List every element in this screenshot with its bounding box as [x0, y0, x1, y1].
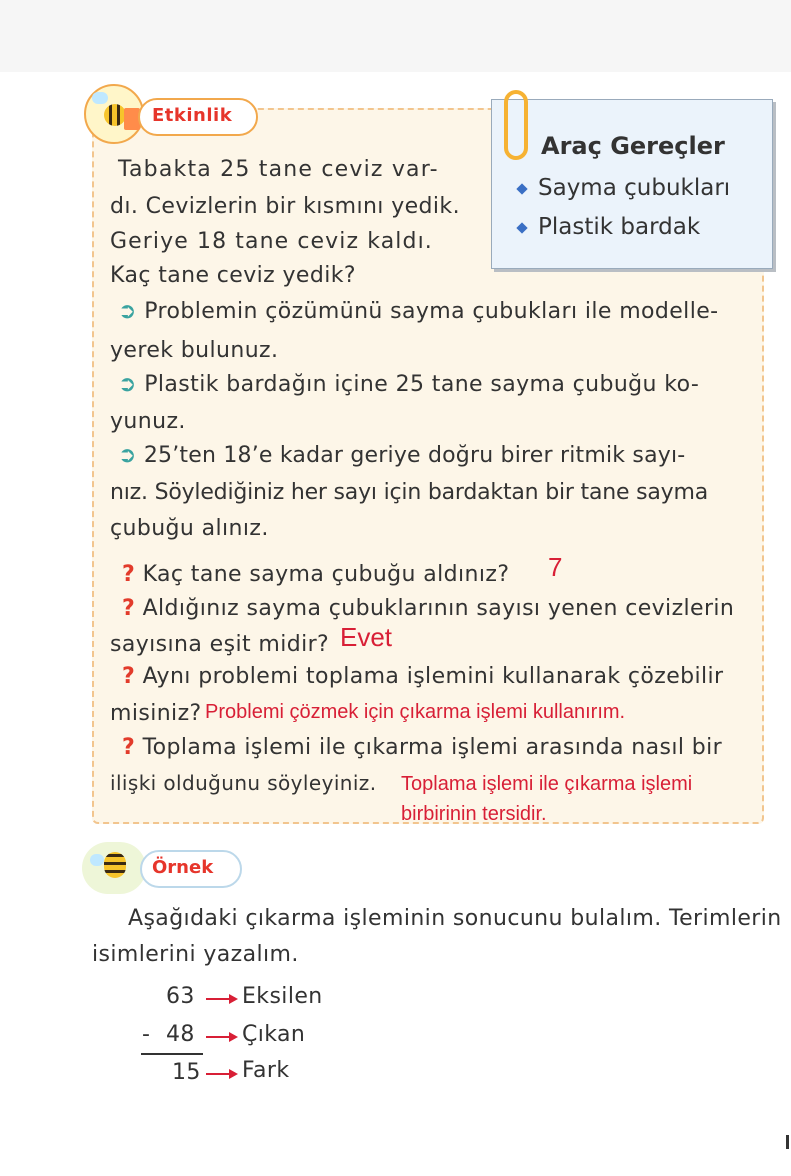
step-arrow-icon: ➲: [118, 443, 137, 468]
page-edge-mark: [786, 1135, 789, 1149]
step-arrow-icon: ➲: [118, 299, 137, 324]
diamond-bullet-icon: [516, 183, 527, 194]
step-line: yerek bulunuz.: [110, 338, 279, 363]
step-line: ➲ 25’ten 18’e kadar geriye doğru birer ritmik sayı-: [118, 443, 686, 468]
tool-item: Sayma çubukları: [518, 175, 730, 201]
minuend-label: Eksilen: [242, 984, 323, 1009]
right-arrow-icon: [206, 998, 236, 1000]
answer-text: Problemi çözmek için çıkarma işlemi kullanırım.: [205, 701, 626, 723]
step-arrow-icon: ➲: [118, 372, 137, 397]
question-line: ilişki olduğunu söyleyiniz.: [110, 771, 377, 795]
problem-line: Geriye 18 tane ceviz kaldı.: [110, 229, 433, 254]
question-line: ? Aldığınız sayma çubuklarının sayısı yenen cevizlerin: [122, 596, 735, 621]
example-instruction: isimlerini yazalım.: [92, 942, 299, 967]
question-line: sayısına eşit midir?: [110, 632, 330, 657]
activity-badge: [138, 98, 258, 136]
difference-label: Fark: [242, 1058, 290, 1083]
right-arrow-icon: [206, 1036, 236, 1038]
diamond-bullet-icon: [516, 222, 527, 233]
minus-sign: -: [142, 1022, 151, 1047]
question-mark-icon: ?: [122, 664, 136, 689]
step-line: ➲ Plastik bardağın içine 25 tane sayma çubuğu ko-: [118, 372, 700, 397]
answer-text: 7: [548, 552, 563, 582]
minuend-value: 63: [166, 984, 195, 1009]
example-instruction: Aşağıdaki çıkarma işleminin sonucunu bulalım. Terimlerin: [128, 906, 782, 931]
question-line: misiniz?: [110, 701, 202, 726]
bee-teacher-icon: [84, 84, 144, 144]
question-line: ? Aynı problemi toplama işlemini kullanarak çözebilir: [122, 664, 724, 689]
question-mark-icon: ?: [122, 596, 136, 621]
step-line: çubuğu alınız.: [110, 516, 269, 541]
problem-line: Tabakta 25 tane ceviz var-: [118, 157, 439, 182]
step-line: ➲ Problemin çözümünü sayma çubukları ile modelle-: [118, 299, 719, 324]
right-arrow-icon: [206, 1073, 236, 1075]
problem-line: dı. Cevizlerin bir kısmını yedik.: [110, 194, 460, 219]
difference-value: 15: [172, 1060, 201, 1085]
subtraction-line: [141, 1053, 203, 1055]
page-top-band: [0, 0, 791, 72]
step-line: yunuz.: [110, 409, 186, 434]
question-line: ? Toplama işlemi ile çıkarma işlemi arasında nasıl bir: [122, 735, 723, 760]
tools-title: Araç Gereçler: [541, 132, 725, 160]
example-badge: [140, 850, 242, 888]
question-mark-icon: ?: [122, 735, 136, 760]
answer-text: birbirinin tersidir.: [401, 803, 547, 825]
answer-text: Toplama işlemi ile çıkarma işlemi: [401, 773, 693, 795]
answer-text: Evet: [340, 622, 393, 652]
question-line: ? Kaç tane sayma çubuğu aldınız?: [122, 562, 510, 587]
example-badge-label: Örnek: [152, 857, 214, 878]
subtrahend-value: 48: [166, 1022, 195, 1047]
problem-line: Kaç tane ceviz yedik?: [110, 263, 356, 288]
bee-example-icon: [82, 842, 146, 894]
question-mark-icon: ?: [122, 562, 136, 587]
tool-item: Plastik bardak: [518, 214, 700, 240]
step-line: nız. Söylediğiniz her sayı için bardaktan bir tane sayma: [110, 480, 708, 505]
activity-badge-label: Etkinlik: [152, 105, 233, 126]
paperclip-icon: [504, 90, 528, 160]
subtrahend-label: Çıkan: [242, 1022, 306, 1047]
